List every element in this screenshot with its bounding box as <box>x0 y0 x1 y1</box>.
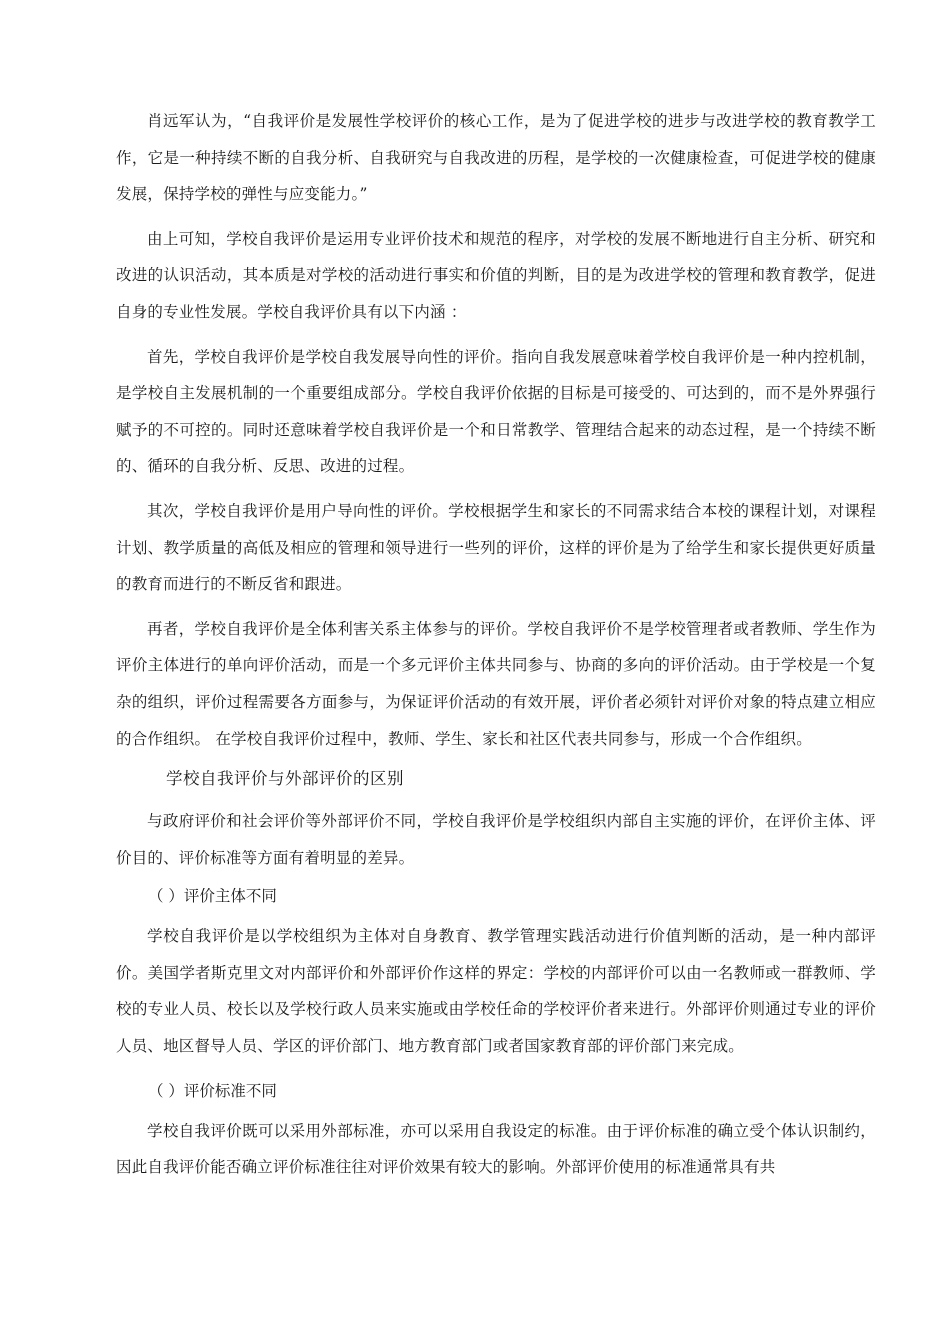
section-heading: 学校自我评价与外部评价的区别 <box>166 769 404 789</box>
paragraph-subject: 学校自我评价是以学校组织为主体对自身教育、教学管理实践活动进行价值判断的活动，是一种内部评价。美国学者斯克里文对内部评价和外部评价作这样的界定：学校的内部评价可以由一名教师或一群教师、学校的专业人员、校长以及学校行政人员来实施或由学校任命的学校评价者来进行。外部评价则通过专业的评价人员、地区督导人员、学区的评价部门、地方教育部门或者国家教育部的评价部门来完成。 <box>116 927 876 1056</box>
paragraph-standard: 学校自我评价既可以采用外部标准，亦可以采用自我设定的标准。由于评价标准的确立受个体认识制约，因此自我评价能否确立评价标准往往对评价效果有较大的影响。外部评价使用的标准通常具有共 <box>116 1121 876 1177</box>
subheading-standard: （ ）评价标准不同 <box>148 1081 277 1100</box>
paragraph-difference-intro: 与政府评价和社会评价等外部评价不同，学校自我评价是学校组织内部自主实施的评价，在评价主体、评价目的、评价标准等方面有着明显的差异。 <box>116 812 876 867</box>
paragraph-second: 其次，学校自我评价是用户导向性的评价。学校根据学生和家长的不同需求结合本校的课程计划，对课程计划、教学质量的高低及相应的管理和领导进行一些列的评价，这样的评价是为了给学生和家长提供更好质量的教育而进行的不断反省和跟进。 <box>116 501 876 594</box>
paragraph-third: 再者，学校自我评价是全体利害关系主体参与的评价。学校自我评价不是学校管理者或者教师、学生作为评价主体进行的单向评价活动，而是一个多元评价主体共同参与、协商的多向的评价活动。由于学校是一个复杂的组织，评价过程需要各方面参与，为保证评价活动的有效开展，评价者必须针对评价对象的特点建立相应的合作组织。 在学校自我评价过程中，教师、学生、家长和社区代表共同参与，形成一个合作组织。 <box>116 619 876 748</box>
document-page <box>116 103 876 1194</box>
paragraph-first: 首先，学校自我评价是学校自我发展导向性的评价。指向自我发展意味着学校自我评价是一种内控机制，是学校自主发展机制的一个重要组成部分。学校自我评价依据的目标是可接受的、可达到的，而不是外界强行赋予的不可控的。同时还意味着学校自我评价是一个和日常教学、管理结合起来的动态过程，是一个持续不断的、循环的自我分析、反思、改进的过程。 <box>116 347 876 476</box>
paragraph-summary: 由上可知，学校自我评价是运用专业评价技术和规范的程序，对学校的发展不断地进行自主分析、研究和改进的认识活动，其本质是对学校的活动进行事实和价值的判断，目的是为改进学校的管理和教育教学，促进自身的专业性发展。学校自我评价具有以下内涵 ： <box>116 229 876 321</box>
paragraph-xiao-yuanjun-quote: 肖远军认为，“自我评价是发展性学校评价的核心工作，是为了促进学校的进步与改进学校的教育教学工作，它是一种持续不断的自我分析、自我研究与自我改进的历程，是学校的一次健康检查，可促进学校的健康发展，保持学校的弹性与应变能力。” <box>116 112 876 204</box>
subheading-subject: （ ）评价主体不同 <box>148 887 277 906</box>
